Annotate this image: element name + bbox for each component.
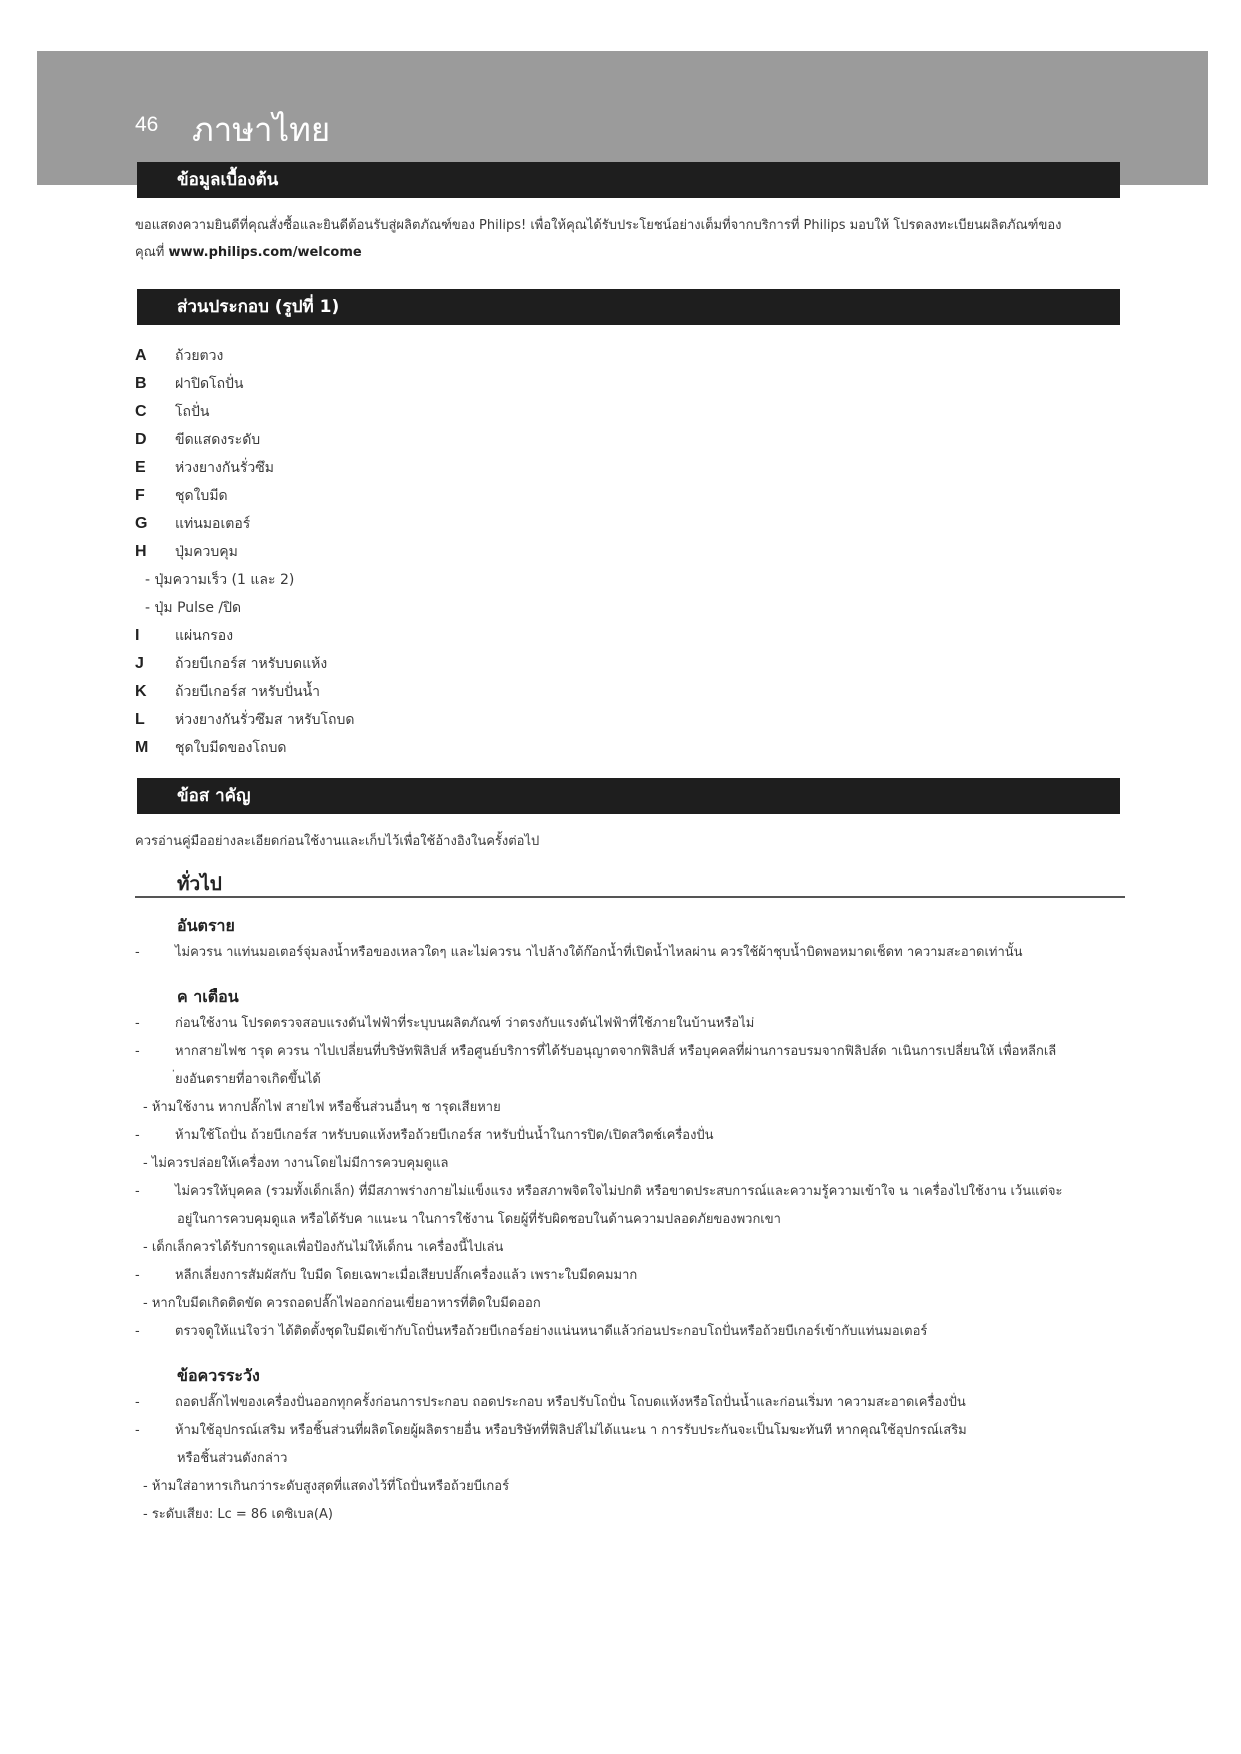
intro-text-line1: ขอแสดงความยินดีที่คุณสั่งซื้อและยินดีต้อนรับสู่ผลิตภัณฑ์ของ Philips! เพื่อให้คุณได้รับประโยชน์อย่างเต็มที่จากบริการที่ Philips มอบให้ โปรดลงทะเบียนผลิตภัณฑ์ของ xyxy=(135,218,1062,233)
part-label: ห่วงยางกันรั่วซึมส าหรับโถบด xyxy=(175,712,355,728)
welcome-url: www.philips.com/welcome xyxy=(168,245,362,260)
bullet-text: ไม่ควรน าแท่นมอเตอร์จุ่มลงน้ำหรือของเหลวใดๆ และไม่ควรน าไปล้างใต้ก๊อกน้ำที่เปิดน้ำไหลผ่าน ควรใช้ผ้าชุบน้ำบิดพอหมาดเช็ดท าความสะอาดเท่านั้น xyxy=(175,945,1023,960)
section-heading-components: ส่วนประกอบ (รูปที่ 1) xyxy=(137,289,1120,325)
general-heading: ทั่วไป xyxy=(177,873,222,895)
part-label: ถ้วยตวง xyxy=(175,348,224,364)
caution-heading: ข้อควรระวัง xyxy=(177,1366,260,1385)
part-label: ห่วงยางกันรั่วซึม xyxy=(175,460,274,476)
language-title: ภาษาไทย xyxy=(192,110,331,149)
bullet-text: อยู่ในการควบคุมดูแล หรือได้รับค าแนะน าในการใช้งาน โดยผู้ที่รับผิดชอบในด้านความปลอดภัยของพวกเขา xyxy=(177,1212,781,1227)
bullet-text: ห้ามใช้อุปกรณ์เสริม หรือชิ้นส่วนที่ผลิตโดยผู้ผลิตรายอื่น หรือบริษัทที่ฟิลิปส์ไม่ได้แนะน า การรับประกันจะเป็นโมฆะทันที หากคุณใช้อุปกรณ์เสริม xyxy=(175,1423,967,1438)
bullet-dash: - xyxy=(135,1044,140,1059)
list-item xyxy=(135,678,835,706)
bullet-dash: - xyxy=(135,1268,140,1283)
bullet-dash: - xyxy=(135,1324,140,1339)
part-letter: K xyxy=(135,683,147,700)
part-letter: C xyxy=(135,403,147,420)
list-item xyxy=(135,538,835,566)
list-item xyxy=(135,482,835,510)
section-divider xyxy=(135,896,1125,898)
list-item xyxy=(135,398,835,426)
part-label: ฝาปิดโถปั่น xyxy=(175,376,244,392)
list-sub-item: - ปุ่ม Pulse /ปิด xyxy=(145,600,242,616)
bullet-text: ่ยงอันตรายที่อาจเกิดขึ้นได้ xyxy=(175,1072,321,1087)
list-item xyxy=(135,510,835,538)
part-label: ถ้วยบีเกอร์ส าหรับบดแห้ง xyxy=(175,656,328,672)
part-label: ชุดใบมีด xyxy=(175,488,228,504)
bullet-text: ห้ามใช้โถปั่น ถ้วยบีเกอร์ส าหรับบดแห้งหรือถ้วยบีเกอร์ส าหรับปั่นน้ำในการปิด/เปิดสวิตช์เครื่องปั่น xyxy=(175,1128,714,1143)
list-item xyxy=(135,342,835,370)
bullet-dash: - xyxy=(135,1128,140,1143)
components-list xyxy=(135,342,835,762)
bullet-text: หากสายไฟช ารุด ควรน าไปเปลี่ยนที่บริษัทฟิลิปส์ หรือศูนย์บริการที่ได้รับอนุญาตจากฟิลิปส์ หรือบุคคลที่ผ่านการอบรมจากฟิลิปส์ด าเนินการเปลี่ยนให้ เพื่อหลีกเลี xyxy=(175,1044,1057,1059)
bullet-text: - ห้ามใส่อาหารเกินกว่าระดับสูงสุดที่แสดงไว้ที่โถปั่นหรือถ้วยบีเกอร์ xyxy=(143,1479,510,1494)
bullet-dash: - xyxy=(135,1184,140,1199)
warning-heading: ค าเตือน xyxy=(177,987,239,1006)
bullet-text: - หากใบมีดเกิดติดขัด ควรถอดปลั๊กไฟออกก่อนเขี่ยอาหารที่ติดใบมีดออก xyxy=(143,1296,541,1311)
important-intro: ควรอ่านคู่มืออย่างละเอียดก่อนใช้งานและเก็บไว้เพื่อใช้อ้างอิงในครั้งต่อไป xyxy=(135,834,540,849)
bullet-text: ถอดปลั๊กไฟของเครื่องปั่นออกทุกครั้งก่อนการประกอบ ถอดประกอบ หรือปรับโถปั่น โถบดแห้งหรือโถปั่นน้ำและก่อนเริ่มท าความสะอาดเครื่องปั่น xyxy=(175,1395,966,1410)
list-item xyxy=(135,426,835,454)
bullet-text: - เด็กเล็กควรได้รับการดูแลเพื่อป้องกันไม่ให้เด็กน าเครื่องนี้ไปเล่น xyxy=(143,1240,504,1255)
section-heading-intro: ข้อมูลเบื้องต้น xyxy=(137,162,1120,198)
part-letter: I xyxy=(135,627,140,644)
bullet-text: หรือชิ้นส่วนดังกล่าว xyxy=(177,1451,288,1466)
part-letter: F xyxy=(135,487,145,504)
danger-heading: อันตราย xyxy=(177,916,235,935)
part-label: แผ่นกรอง xyxy=(175,628,234,644)
list-item xyxy=(135,706,835,734)
section-heading-important: ข้อส าคัญ xyxy=(137,778,1120,814)
part-label: แท่นมอเตอร์ xyxy=(175,516,251,532)
list-item xyxy=(135,650,835,678)
intro-text-line2 xyxy=(135,239,1125,266)
list-item xyxy=(135,734,835,762)
list-item xyxy=(135,370,835,398)
bullet-text: ตรวจดูให้แน่ใจว่า ได้ติดตั้งชุดใบมีดเข้ากับโถปั่นหรือถ้วยบีเกอร์อย่างแน่นหนาดีแล้วก่อนประกอบโถปั่นหรือถ้วยบีเกอร์เข้ากับแท่นมอเตอร์ xyxy=(175,1324,928,1339)
bullet-text: - ห้ามใช้งาน หากปลั๊กไฟ สายไฟ หรือชิ้นส่วนอื่นๆ ช ารุดเสียหาย xyxy=(143,1100,501,1115)
part-label: ถ้วยบีเกอร์ส าหรับปั่นน้ำ xyxy=(175,684,320,700)
part-letter: A xyxy=(135,347,147,364)
bullet-dash: - xyxy=(135,1395,140,1410)
bullet-text: - ไม่ควรปล่อยให้เครื่องท างานโดยไม่มีการควบคุมดูแล xyxy=(143,1156,449,1171)
part-label: โถปั่น xyxy=(175,404,210,420)
list-item xyxy=(135,622,835,650)
bullet-text: ไม่ควรให้บุคคล (รวมทั้งเด็กเล็ก) ที่มีสภาพร่างกายไม่แข็งแรง หรือสภาพจิตใจไม่ปกติ หรือขาดประสบการณ์และความรู้ความเข้าใจ น าเครื่องไปใช้งาน เว้นแต่จะ xyxy=(175,1184,1063,1199)
part-letter: H xyxy=(135,543,147,560)
bullet-text: - ระดับเสียง: Lc = 86 เดซิเบล(A) xyxy=(143,1507,333,1522)
intro-text-prefix: คุณที่ xyxy=(135,245,165,260)
bullet-dash: - xyxy=(135,1423,140,1438)
page-number: 46 xyxy=(135,113,159,136)
part-letter: D xyxy=(135,431,147,448)
list-sub-item: - ปุ่มความเร็ว (1 และ 2) xyxy=(145,572,295,588)
intro-paragraph xyxy=(135,212,1125,266)
part-label: ชุดใบมีดของโถบด xyxy=(175,740,287,756)
part-letter: E xyxy=(135,459,146,476)
part-letter: B xyxy=(135,375,147,392)
part-label: ปุ่มควบคุม xyxy=(175,544,238,560)
list-item xyxy=(135,454,835,482)
bullet-text: หลีกเลี่ยงการสัมผัสกับ ใบมีด โดยเฉพาะเมื่อเสียบปลั๊กเครื่องแล้ว เพราะใบมีดคมมาก xyxy=(175,1268,638,1283)
bullet-dash: - xyxy=(135,945,140,960)
part-label: ขีดแสดงระดับ xyxy=(175,432,261,448)
bullet-dash: - xyxy=(135,1016,140,1031)
part-letter: L xyxy=(135,711,145,728)
part-letter: G xyxy=(135,515,148,532)
part-letter: J xyxy=(135,655,144,672)
part-letter: M xyxy=(135,739,149,756)
bullet-text: ก่อนใช้งาน โปรดตรวจสอบแรงดันไฟฟ้าที่ระบุบนผลิตภัณฑ์ ว่าตรงกับแรงดันไฟฟ้าที่ใช้ภายในบ้านหรือไม่ xyxy=(175,1016,755,1031)
